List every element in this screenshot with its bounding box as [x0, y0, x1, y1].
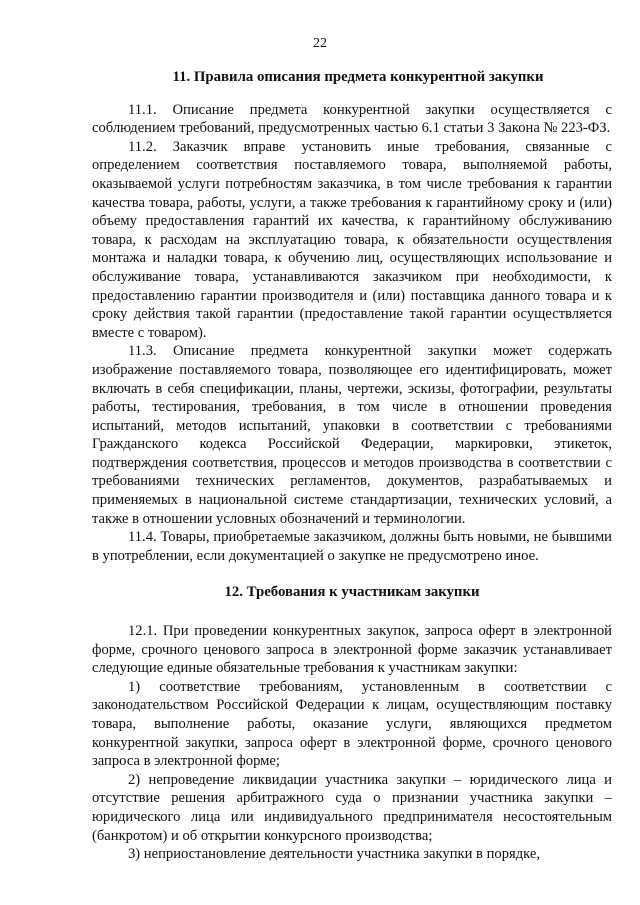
- section-12: [92, 583, 612, 863]
- section-heading: 11. Правила описания предмета конкурентной закупки: [172, 69, 544, 85]
- paragraph: 12.1. При проведении конкурентных закупок, запроса оферт в электронной форме, срочного ценового запроса в электронной форме заказчик устанавливает следующие единые обязательные требования к участникам закупки:: [92, 623, 612, 677]
- document-body: [92, 68, 612, 864]
- list-item: 1) соответствие требованиям, установленным в соответствии с законодательством Российской Федерации к лицам, осуществляющим поставку товара, выполнение работы, оказание услуги, являющихся предметом конкурентной закупки, запроса оферт в электронной форме, срочного ценового запроса в электронной форме;: [92, 678, 612, 770]
- section-11: [92, 68, 612, 565]
- paragraph: 11.2. Заказчик вправе установить иные требования, связанные с определением соответствия поставляемого товара, выполняемой работы, оказываемой услуги потребностям заказчика, в том числе требования к гарантии качества товара, работы, услуги, а также требования к гарантийному сроку и (или) объему предоставления гарантий их качества, к гарантийному обслуживанию товара, к расходам на эксплуатацию товара, к обязательности осуществления монтажа и наладки товара, к обучению лиц, осуществляющих использование и обслуживание товара, устанавливаются заказчиком при необходимости, к предоставлению гарантии производителя и (или) поставщика данного товара и к сроку действия такой гарантии (предоставление такой гарантии осуществляется вместе с товаром).: [92, 138, 612, 341]
- list-item: 3) неприостановление деятельности участника закупки в порядке,: [128, 846, 540, 863]
- list-item: 2) непроведение ликвидации участника закупки – юридического лица и отсутствие решения арбитражного суда о признании участника закупки – юридического лица или индивидуального предпринимателя несостоятельным (банкротом) и об открытии конкурсного производства;: [92, 771, 612, 844]
- page-number: 22: [313, 36, 327, 51]
- paragraph: 11.1. Описание предмета конкурентной закупки осуществляется с соблюдением требований, предусмотренных частью 6.1 статьи 3 Закона № 223-ФЗ.: [92, 101, 612, 137]
- paragraph: 11.3. Описание предмета конкурентной закупки может содержать изображение поставляемого товара, позволяющее его идентифицировать, может включать в себя спецификации, планы, чертежи, эскизы, фотографии, результаты работы, тестирования, требования, в том числе в отношении проведения испытаний, методов испытаний, упаковки в соответствии с требованиями Гражданского кодекса Российской Федерации, маркировки, этикеток, подтверждения соответствия, процессов и методов производства в соответствии с требованиями технических регламентов, документов, разрабатываемых и применяемых в национальной системе стандартизации, технических условий, а также в отношении условных обозначений и терминологии.: [92, 343, 612, 527]
- paragraph: 11.4. Товары, приобретаемые заказчиком, должны быть новыми, не бывшими в употреблении, если документацией о закупке не предусмотрено иное.: [92, 529, 612, 564]
- section-heading: 12. Требования к участникам закупки: [224, 584, 480, 601]
